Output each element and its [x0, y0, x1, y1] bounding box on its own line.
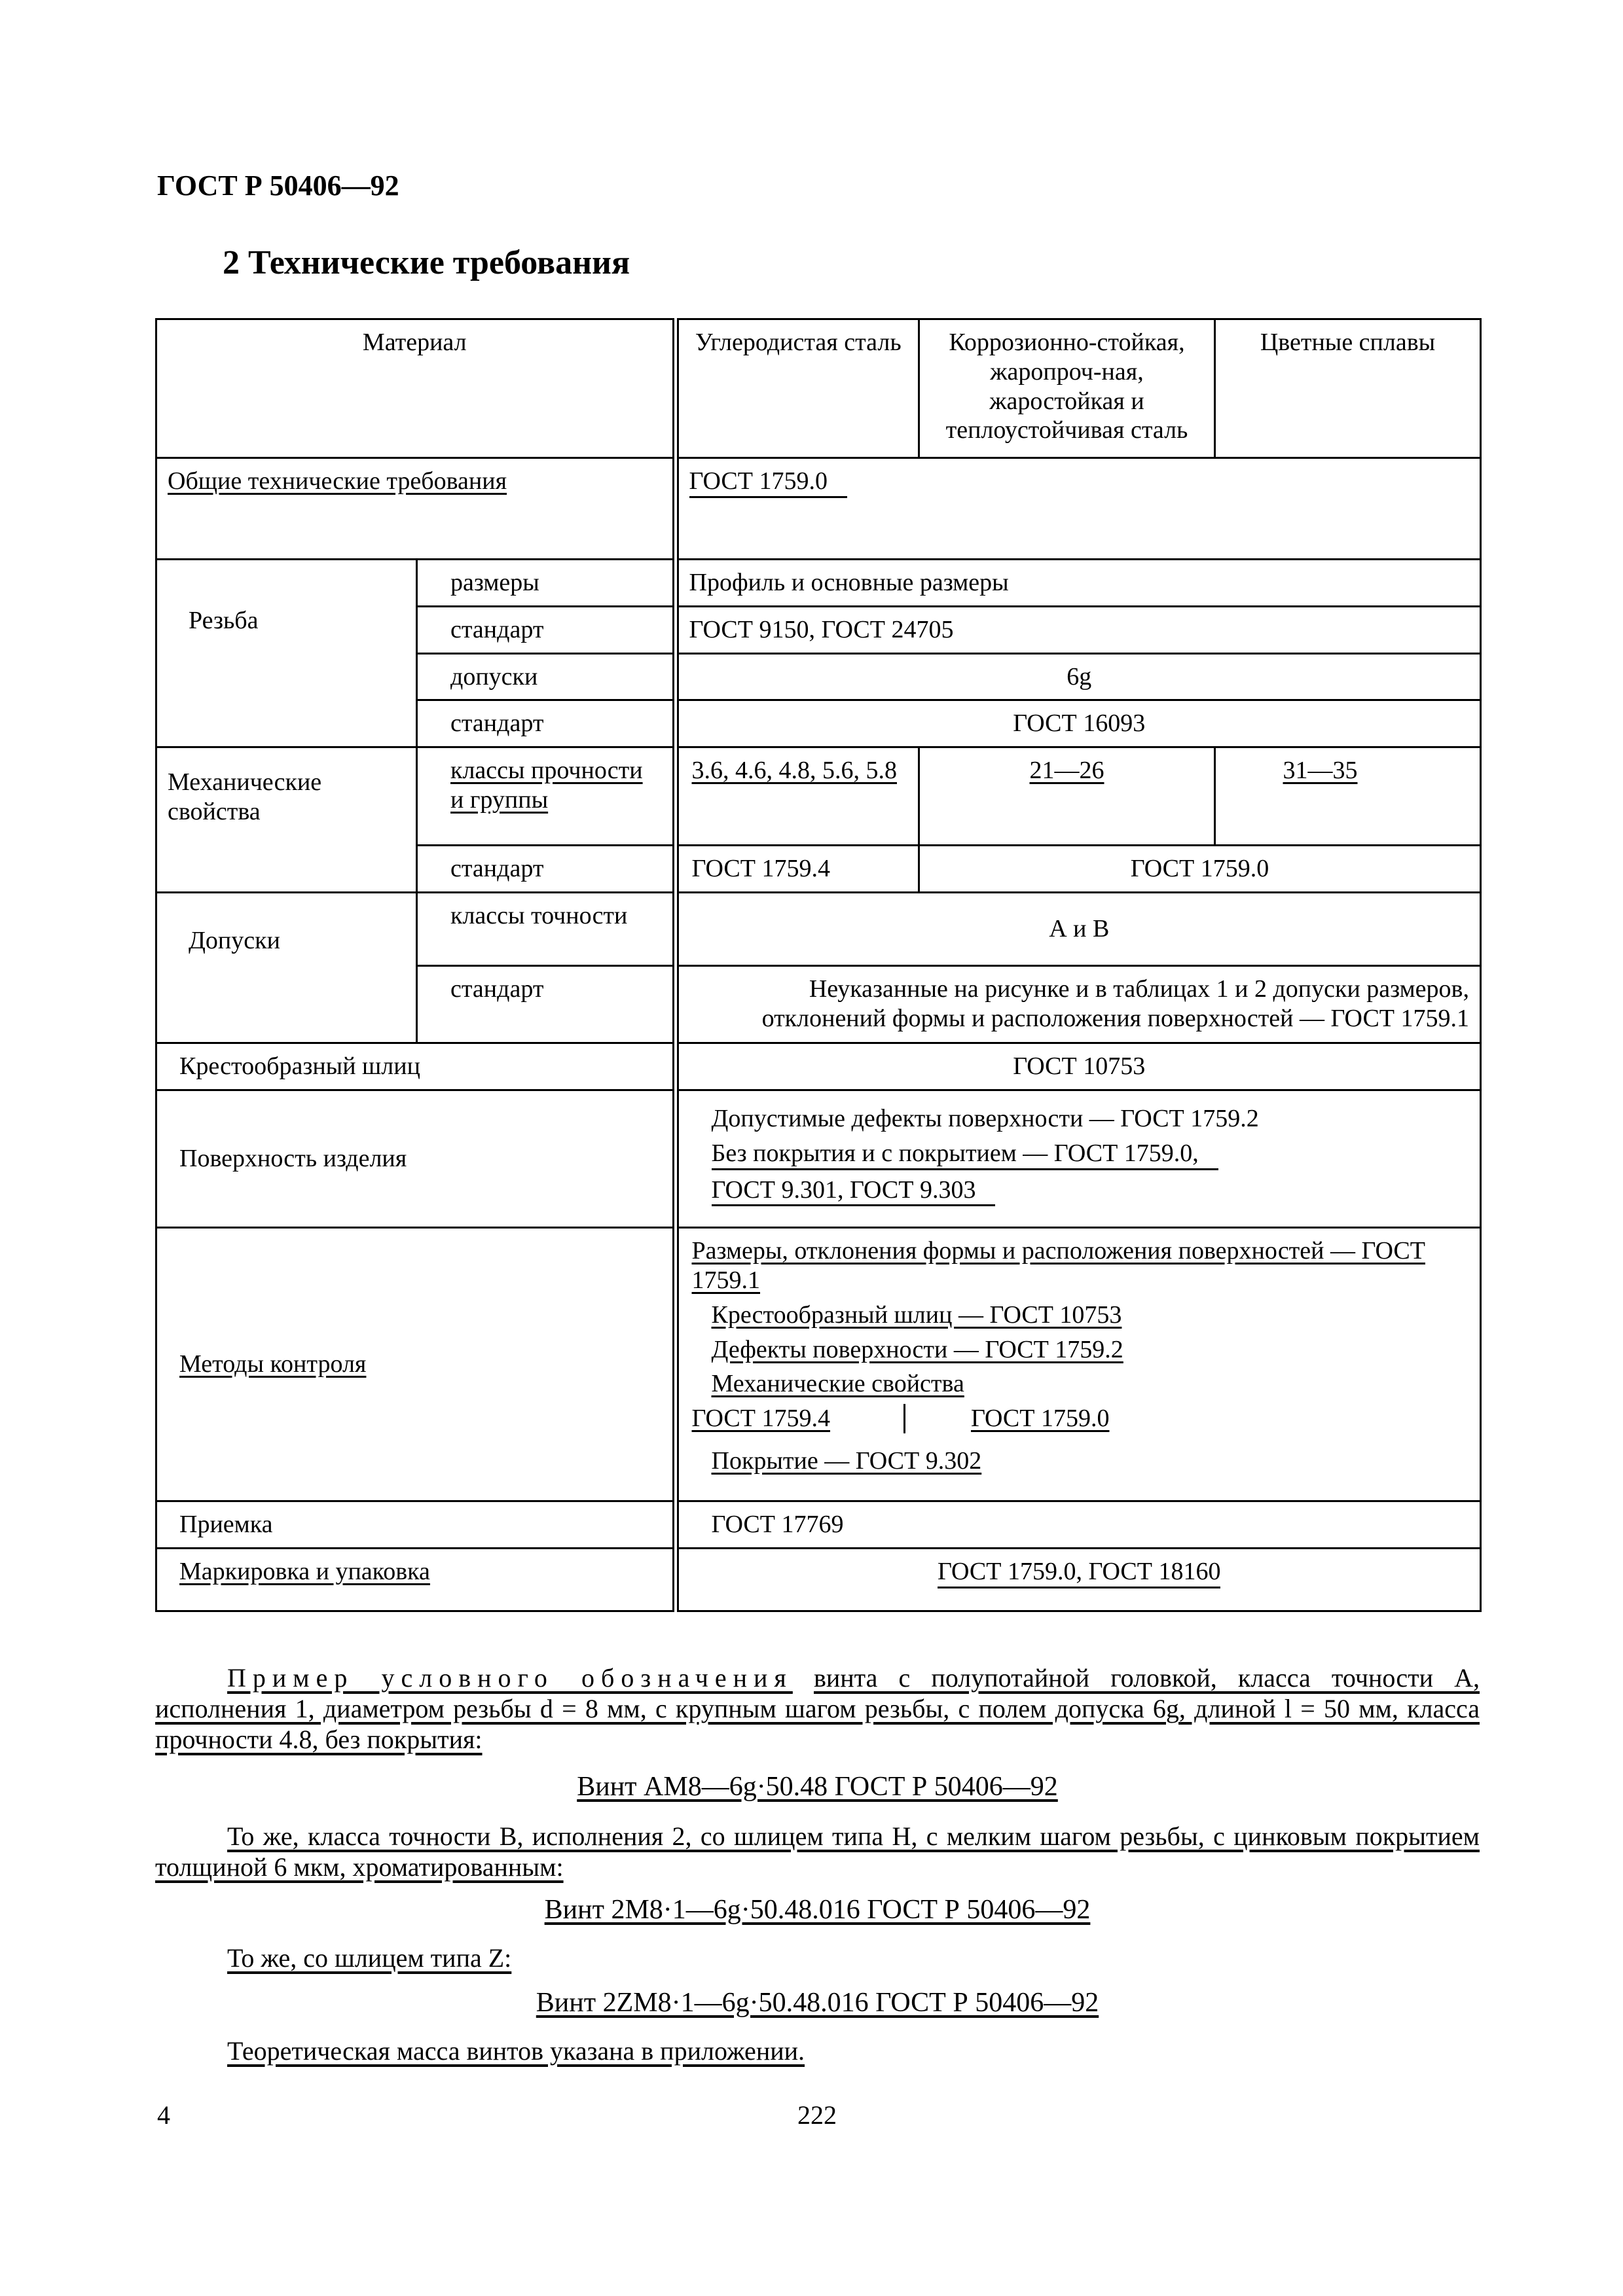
example-paragraph-4: Теоретическая масса винтов указана в приложении. — [227, 2036, 805, 2066]
acceptance-label: Приемка — [156, 1501, 676, 1549]
surface-line3: ГОСТ 9.301, ГОСТ 9.303 — [712, 1176, 996, 1207]
designation-3: Винт 2ZМ8·1—6g·50.48.016 ГОСТ Р 50406—92 — [536, 1988, 1099, 2018]
thread-sub-standard2: стандарт — [417, 700, 676, 747]
thread-label: Резьба — [156, 560, 417, 747]
surface-label: Поверхность изделия — [156, 1090, 676, 1228]
mech-other-standard: ГОСТ 1759.0 — [919, 846, 1481, 893]
mech-carbon-standard: ГОСТ 1759.4 — [676, 846, 919, 893]
slot-label: Крестообразный шлиц — [156, 1043, 676, 1090]
control-line6: Покрытие — ГОСТ 9.302 — [711, 1447, 982, 1475]
thread-size-value: Профиль и основные размеры — [676, 560, 1481, 607]
page-number-left: 4 — [157, 2100, 170, 2130]
control-label: Методы контроля — [179, 1350, 367, 1378]
header-material: Материал — [156, 319, 676, 458]
marking-value: ГОСТ 1759.0, ГОСТ 18160 — [938, 1558, 1220, 1588]
thread-standard2-value: ГОСТ 16093 — [676, 700, 1481, 747]
surface-line2: Без покрытия и с покрытием — ГОСТ 1759.0, — [712, 1139, 1218, 1170]
table-row — [156, 1501, 1481, 1549]
designation-1: Винт АМ8—6g·50.48 ГОСТ Р 50406—92 — [577, 1772, 1058, 1802]
surface-line1: Допустимые дефекты поверхности — ГОСТ 1759.2 — [711, 1105, 1259, 1133]
control-line5a: ГОСТ 1759.4 — [691, 1405, 830, 1433]
tolerances-standard-value: Неуказанные на рисунке и в таблицах 1 и 2 допуски размеров, отклонений формы и расположения поверхностей — ГОСТ 1759.1 — [676, 966, 1481, 1043]
mech-sub-standard: стандарт — [417, 846, 676, 893]
tolerances-label: Допуски — [156, 893, 417, 1043]
mech-carbon-classes: 3.6, 4.6, 4.8, 5.6, 5.8 — [691, 757, 897, 785]
section-title: 2 Технические требования — [223, 244, 630, 281]
table-row — [156, 747, 1481, 846]
table-row — [156, 458, 1481, 560]
tolerances-classes-value: А и В — [676, 893, 1481, 966]
tolerances-sub-standard: стандарт — [417, 966, 676, 1043]
mech-corrosion-groups: 21—26 — [1029, 757, 1104, 785]
control-line3: Дефекты поверхности — ГОСТ 1759.2 — [711, 1335, 1123, 1363]
control-line1: Размеры, отклонения формы и расположения поверхностей — ГОСТ 1759.1 — [691, 1237, 1425, 1294]
header-nonferrous: Цветные сплавы — [1215, 319, 1481, 458]
table-row — [156, 1228, 1481, 1501]
table-row — [156, 560, 1481, 607]
control-line2: Крестообразный шлиц — ГОСТ 10753 — [711, 1300, 1122, 1329]
document-id: ГОСТ Р 50406—92 — [157, 170, 399, 202]
thread-sub-size: размеры — [417, 560, 676, 607]
acceptance-value: ГОСТ 17769 — [676, 1501, 1481, 1549]
example-paragraph-2: То же, класса точности В, исполнения 2, со шлицем типа Н, с мелким шагом резьбы, с цинковым покрытием толщиной 6 мкм, хроматированным: — [155, 1821, 1480, 1882]
thread-standard-value: ГОСТ 9150, ГОСТ 24705 — [676, 606, 1481, 653]
page-number-center: 222 — [797, 2100, 837, 2130]
general-label: Общие технические требования — [168, 467, 507, 495]
table-row — [156, 1090, 1481, 1228]
thread-tolerance-value: 6g — [676, 653, 1481, 700]
thread-sub-tolerance: допуски — [417, 653, 676, 700]
table-row — [156, 893, 1481, 966]
example-lead: Пример условного обозначения — [227, 1663, 793, 1693]
table-row — [156, 1548, 1481, 1611]
control-line4: Механические свойства — [711, 1370, 964, 1398]
example-paragraph-3: То же, со шлицем типа Z: — [227, 1943, 512, 1973]
mech-sub-classes: классы прочности и группы — [450, 757, 643, 814]
requirements-table — [155, 318, 1482, 1612]
header-carbon-steel: Углеродистая сталь — [676, 319, 919, 458]
table-header-row — [156, 319, 1481, 458]
mech-label: Механические свойства — [156, 747, 417, 893]
example-text: винта с полупотайной головкой, класса точности А, исполнения 1, диаметром резьбы d = 8 мм, с крупным шагом резьбы, с полем допуска 6g, длиной l = 50 мм, класса прочности 4.8, без покрытия: — [155, 1663, 1480, 1755]
example-paragraph — [155, 1662, 1480, 1755]
mech-nonferrous-groups: 31—35 — [1283, 757, 1358, 785]
marking-label: Маркировка и упаковка — [179, 1557, 430, 1585]
general-value: ГОСТ 1759.0 — [689, 467, 848, 498]
designation-2: Винт 2М8·1—6g·50.48.016 ГОСТ Р 50406—92 — [544, 1895, 1091, 1925]
header-corrosion-steel: Коррозионно-стойкая, жаропроч-ная, жаростойкая и теплоустойчивая сталь — [919, 319, 1215, 458]
table-row — [156, 1043, 1481, 1090]
slot-value: ГОСТ 10753 — [676, 1043, 1481, 1090]
control-line5b: ГОСТ 1759.0 — [971, 1405, 1110, 1433]
thread-sub-standard: стандарт — [417, 606, 676, 653]
tolerances-sub-classes: классы точности — [417, 893, 676, 966]
